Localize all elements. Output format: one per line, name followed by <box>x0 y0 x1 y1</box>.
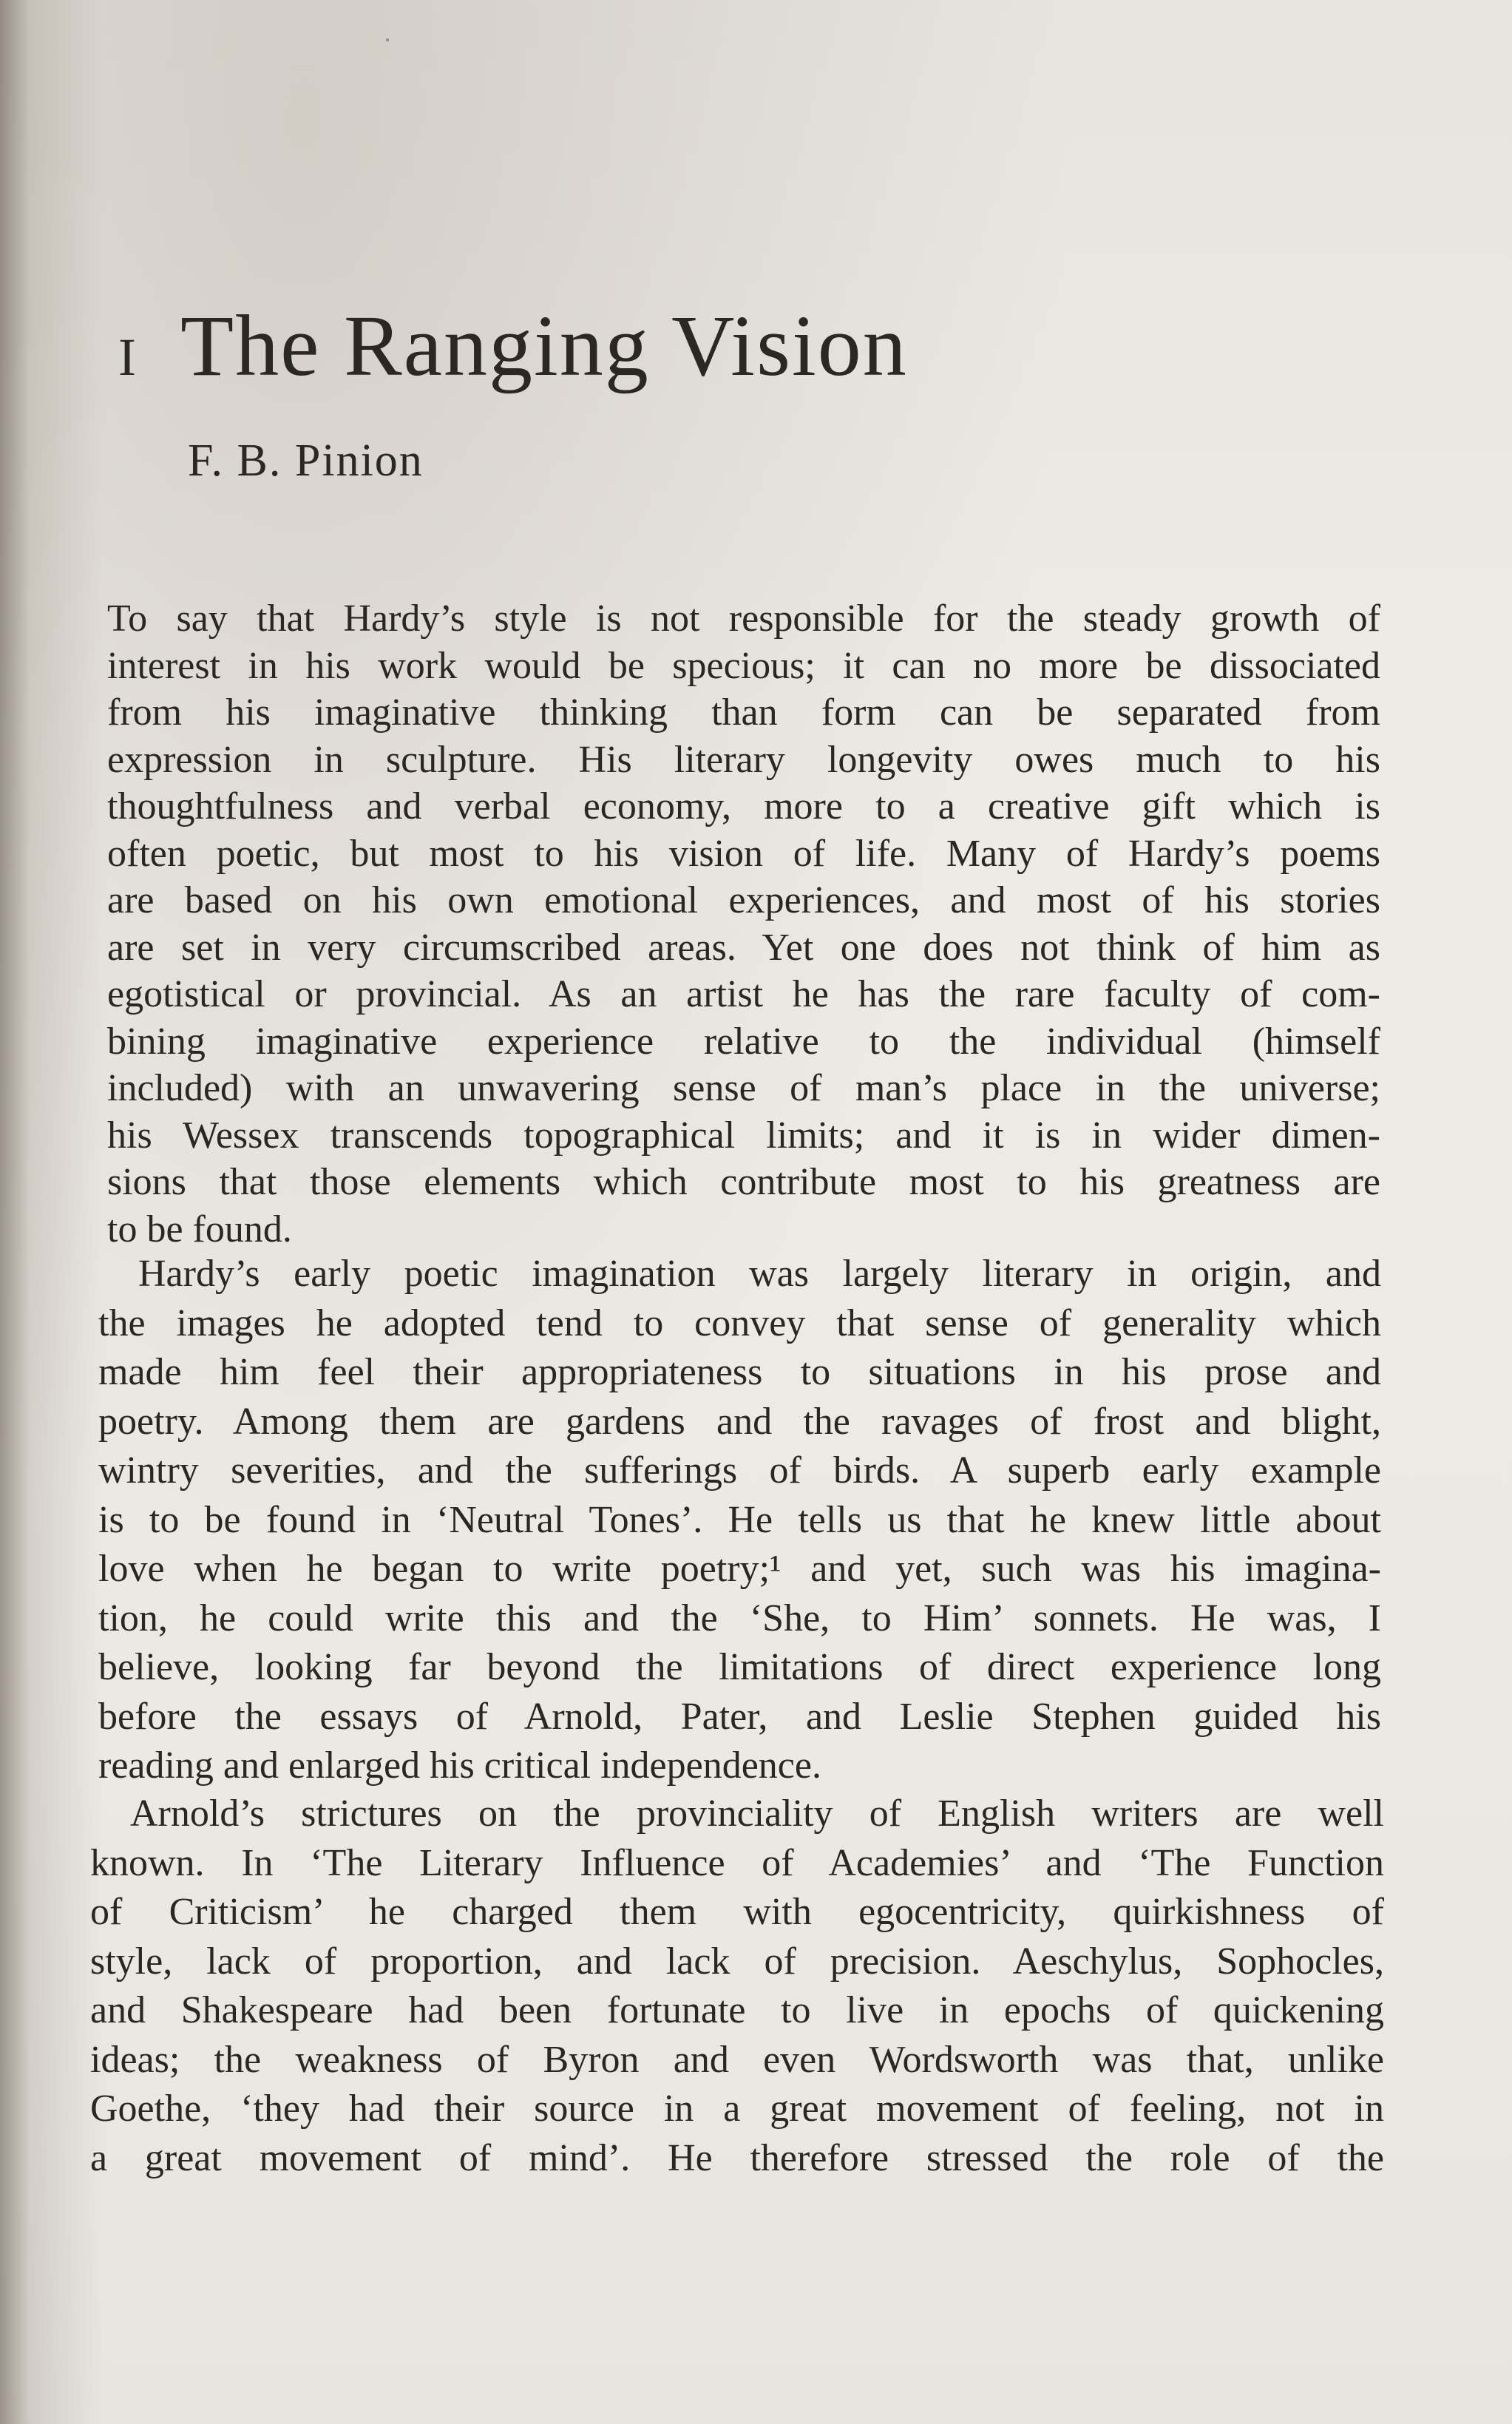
text-line: Goethe, ‘they had their source in a great movement of feeling, not in <box>90 2088 1384 2130</box>
text-line: is to be found in ‘Neutral Tones’. He tells us that he knew little about <box>98 1498 1381 1541</box>
text-line: to be found. <box>107 1208 292 1250</box>
text-line: before the essays of Arnold, Pater, and Leslie Stephen guided his <box>98 1695 1381 1738</box>
chapter-author: F. B. Pinion <box>188 436 424 486</box>
text-line: often poetic, but most to his vision of life. Many of Hardy’s poems <box>107 832 1380 875</box>
text-line: a great movement of mind’. He therefore stressed the role of the <box>90 2136 1384 2179</box>
text-line: made him feel their appropriateness to situations in his prose and <box>98 1351 1381 1393</box>
chapter-heading <box>118 296 908 396</box>
text-line: egotistical or provincial. As an artist he has the rare faculty of com- <box>107 973 1380 1015</box>
text-line: believe, looking far beyond the limitations of direct experience long <box>98 1646 1381 1688</box>
text-line: included) with an unwavering sense of man’s place in the universe; <box>107 1067 1380 1109</box>
paragraph-3 <box>90 1790 1384 2183</box>
text-line: love when he began to write poetry;¹ and yet, such was his imagina- <box>98 1548 1381 1590</box>
paper-speck <box>386 38 389 41</box>
text-line: from his imaginative thinking than form can be separated from <box>107 691 1380 734</box>
text-line: poetry. Among them are gardens and the ravages of frost and blight, <box>98 1400 1381 1443</box>
text-line: ideas; the weakness of Byron and even Wordsworth was that, unlike <box>90 2038 1384 2081</box>
chapter-number: I <box>118 328 136 387</box>
text-line: To say that Hardy’s style is not responsible for the steady growth of <box>107 597 1380 640</box>
paragraph-2 <box>98 1250 1381 1791</box>
text-line: reading and enlarged his critical independence. <box>98 1744 821 1787</box>
text-line: known. In ‘The Literary Influence of Academies’ and ‘The Function <box>90 1841 1384 1884</box>
text-line: the images he adopted tend to convey that sense of generality which <box>98 1301 1381 1344</box>
text-line: are set in very circumscribed areas. Yet one does not think of him as <box>107 926 1380 969</box>
text-line: sions that those elements which contribute most to his greatness are <box>107 1161 1380 1203</box>
text-line: style, lack of proportion, and lack of precision. Aeschylus, Sophocles, <box>90 1940 1384 1983</box>
text-line: bining imaginative experience relative to the individual (himself <box>107 1020 1380 1063</box>
text-line: tion, he could write this and the ‘She, to Him’ sonnets. He was, I <box>98 1597 1381 1639</box>
text-line: thoughtfulness and verbal economy, more to a creative gift which is <box>107 785 1380 827</box>
paragraph-1 <box>107 595 1380 1253</box>
text-line: wintry severities, and the sufferings of birds. A superb early example <box>98 1449 1381 1492</box>
text-line: his Wessex transcends topographical limits; and it is in wider dimen- <box>107 1114 1380 1157</box>
text-line: Arnold’s strictures on the provinciality of English writers are well <box>130 1792 1384 1835</box>
text-line: Hardy’s early poetic imagination was largely literary in origin, and <box>138 1253 1381 1295</box>
text-line: and Shakespeare had been fortunate to live in epochs of quickening <box>90 1989 1384 2031</box>
text-line: are based on his own emotional experiences, and most of his stories <box>107 879 1380 921</box>
chapter-title: The Ranging Vision <box>180 297 908 394</box>
text-line: of Criticism’ he charged them with egocentricity, quirkishness of <box>90 1891 1384 1933</box>
text-line: expression in sculpture. His literary longevity owes much to his <box>107 738 1380 781</box>
text-line: interest in his work would be specious; it can no more be dissociated <box>107 644 1380 687</box>
